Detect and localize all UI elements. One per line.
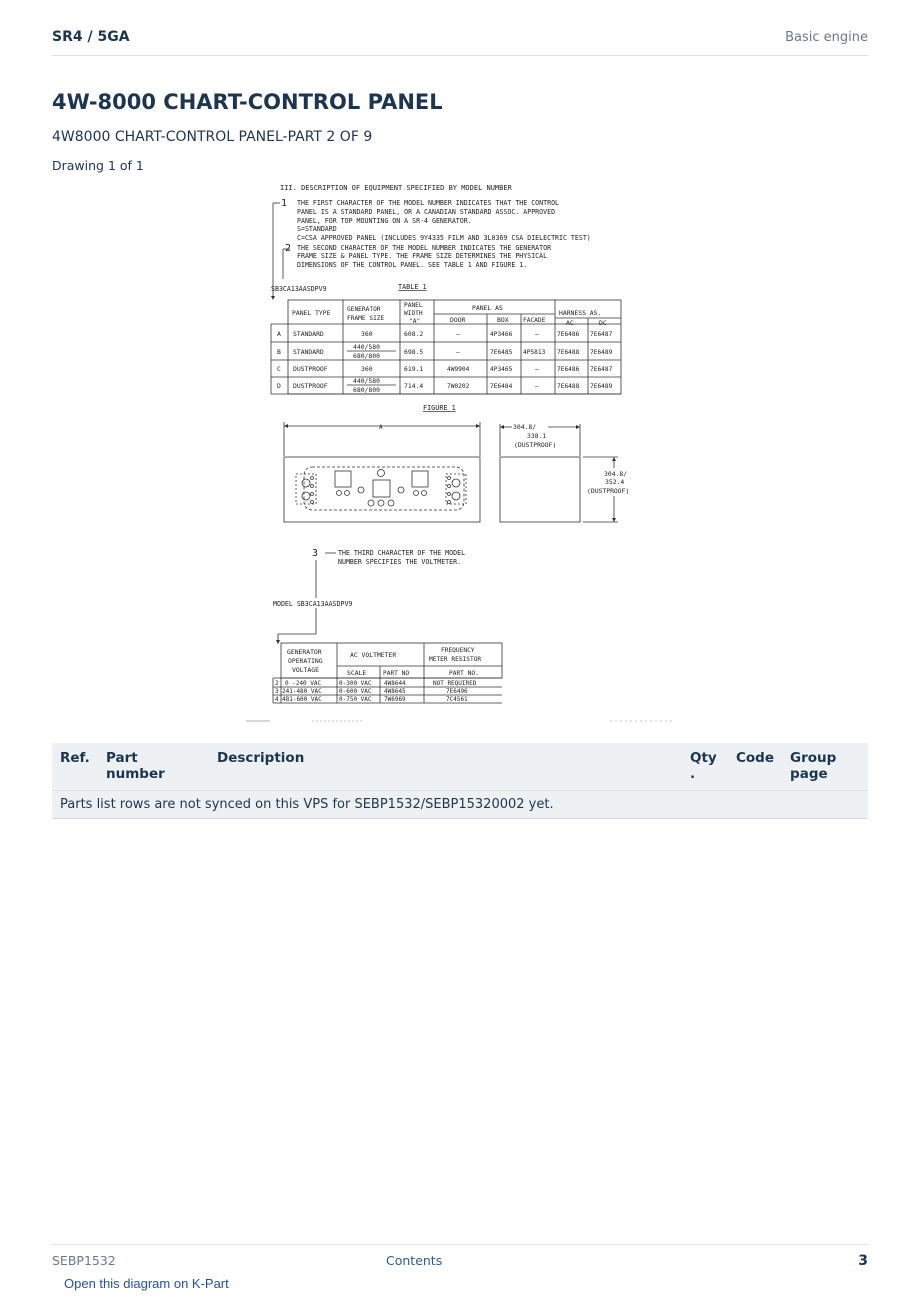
t1-cell: — [535,330,539,338]
doc-number: SEBP1532 [52,1253,116,1268]
t1-cell: 7E6484 [490,383,513,390]
t1-head-gen-frame: FRAME SIZE [347,315,385,322]
t1-head-box: BOX [497,316,509,324]
parts-sync-message: Parts list rows are not synced on this VPS for SEBP1532/SEBP15320002 yet. [52,791,868,819]
t1-cell: 7E6487 [590,331,613,338]
col-group-page: Group page [782,743,868,791]
dim-height-label: (DUSTPROOF) [587,487,630,495]
note1-line: PANEL IS A STANDARD PANEL, OR A CANADIAN STANDARD ASSOC. APPROVED [297,208,556,216]
note1-line: THE FIRST CHARACTER OF THE MODEL NUMBER INDICATES THAT THE CONTROL [297,199,560,207]
t1-cell: — [535,365,539,373]
t1-cell: 698.5 [404,348,424,356]
t1-cell: 4W9904 [447,366,470,373]
drawing-counter: Drawing 1 of 1 [52,158,144,173]
t1-cell: 7W0202 [447,383,470,390]
t1-cell: 7E6488 [557,349,580,356]
dim-width-label: 304.8/ [513,423,537,431]
note3-line: THE THIRD CHARACTER OF THE MODEL [338,549,466,557]
table1-row [277,377,613,394]
t1-cell: B [277,348,281,356]
t2-cell: 4W8645 [384,688,406,695]
t1-cell: 440/580 [353,377,380,385]
t2-cell: 4W8644 [384,680,406,687]
t1-cell: C [277,365,281,373]
t1-head-width: WIDTH [404,310,423,317]
t1-cell: 7E6489 [590,349,613,356]
t2-cell: 0-600 VAC [339,688,372,695]
t2-head-freq: METER RESISTOR [429,656,482,663]
dim-width-label: 338.1 [527,432,547,440]
table2-row [275,680,477,687]
parts-message-row [52,791,868,819]
t1-cell: 440/580 [353,343,380,351]
t1-cell: 360 [361,365,373,373]
parts-header-row [52,743,868,791]
t1-head-facade: FACADE [523,317,546,324]
page-title: 4W-8000 CHART-CONTROL PANEL [52,90,443,114]
t1-cell: 619.1 [404,365,424,373]
t1-cell: 7E6488 [557,383,580,390]
drawing-svg [240,178,680,726]
table1-title: TABLE 1 [398,283,427,291]
drawing-section-heading: III. DESCRIPTION OF EQUIPMENT SPECIFIED BY MODEL NUMBER [280,184,512,192]
t1-head-gen-frame: GENERATOR [347,306,381,313]
model-code: SB3CA13AASDPV9 [271,285,327,293]
t2-head-part2: PART NO. [449,670,479,677]
parts-list-table [52,743,868,819]
t1-cell: 7E6489 [590,383,613,390]
t1-cell: STANDARD [293,348,324,356]
col-code: Code [728,743,782,791]
note1-line: C=CSA APPROVED PANEL (INCLUDES 9Y4335 FILM AND 3L0369 CSA DIELECTRIC TEST) [297,234,591,242]
t1-cell: D [277,382,281,390]
t1-cell: — [456,348,460,356]
t1-cell: A [277,330,281,338]
note3-number: 3 [312,548,319,559]
t1-head-ac: AC [566,319,574,327]
page-header [52,28,868,56]
note2-number: 2 [285,243,292,254]
t1-cell: 360 [361,330,373,338]
t1-cell: 4P5813 [523,349,546,356]
t2-head-part: PART NO [383,670,410,677]
note2-line: THE SECOND CHARACTER OF THE MODEL NUMBER INDICATES THE GENERATOR [297,244,552,252]
t1-head-dc: DC [599,319,607,327]
t1-cell: 7E6485 [490,349,513,356]
t1-cell: 7E6487 [590,366,613,373]
t2-cell: NOT REQUIRED [433,680,477,687]
t1-cell: DUSTPROOF [293,382,328,390]
note3-line: NUMBER SPECIFIES THE VOLTMETER. [338,558,462,566]
model-label: SR4 / 5GA [52,29,130,45]
dim-a-label: A [379,424,383,431]
dim-height-label: 304.8/ [604,470,628,478]
t1-cell: 680/800 [353,386,380,394]
table1-row [277,330,613,338]
t1-cell: 4P3465 [490,366,513,373]
t2-cell: 7W6969 [384,696,406,703]
note1-number: 1 [281,198,288,209]
t2-cell: 7C4561 [446,696,468,703]
t2-head-gen: GENERATOR [287,648,322,656]
table2-row [275,696,468,703]
t2-head-gen: OPERATING [288,657,323,665]
t2-cell: 2 [275,680,279,687]
t1-head-width: "A" [409,318,421,325]
dim-width-label: (DUSTPROOF) [514,441,557,449]
t2-cell: 0-300 VAC [339,680,372,687]
t2-cell: 7E6496 [446,688,468,695]
t1-head-panel-as: PANEL AS [472,304,503,312]
t2-head-freq: FREQUENCY [441,647,475,654]
t1-head-door: DOOR [450,316,466,324]
t2-cell: 0-750 VAC [339,696,372,703]
col-ref: Ref. [52,743,98,791]
note1-line: S=STANDARD [297,225,337,233]
t1-cell: 7E6486 [557,331,580,338]
t1-cell: 714.4 [404,382,424,390]
t2-head-scale: SCALE [347,669,367,677]
t1-cell: 4P3466 [490,331,513,338]
t2-head-ac-voltmeter: AC VOLTMETER [350,651,397,659]
t1-cell: 680/800 [353,352,380,360]
t2-cell: 481-600 VAC [282,696,322,703]
section-label: Basic engine [785,30,868,45]
col-part-number: Part number [98,743,209,791]
figure1-title: FIGURE 1 [423,404,456,412]
technical-drawing [240,178,680,726]
col-description: Description [209,743,682,791]
page-subtitle: 4W8000 CHART-CONTROL PANEL-PART 2 OF 9 [52,129,373,145]
t1-cell: 7E6486 [557,366,580,373]
page-footer [52,1244,868,1274]
table1-row [277,365,613,373]
t2-cell: 241-480 VAC [282,688,322,695]
note2-line: FRAME SIZE & PANEL TYPE. THE FRAME SIZE DETERMINES THE PHYSICAL [297,252,548,260]
t1-cell: DUSTPROOF [293,365,328,373]
t2-cell: 3 [275,688,279,695]
t1-head-panel-type: PANEL TYPE [292,309,331,317]
note2-line: DIMENSIONS OF THE CONTROL PANEL. SEE TABLE 1 AND FIGURE 1. [297,261,528,269]
t1-cell: — [535,382,539,390]
t2-head-gen: VOLTAGE [292,666,319,674]
t2-cell: 4 [275,696,279,703]
dim-height-label: 352.4 [605,478,625,486]
t2-cell: 0 -240 VAC [285,680,322,687]
note1-line: PANEL, FOR TOP MOUNTING ON A SR-4 GENERATOR. [297,217,472,225]
model-label: MODEL SB3CA13AASDPV9 [273,600,353,608]
table2-row [275,688,468,695]
table1-row [277,343,613,360]
page-number: 3 [858,1253,868,1269]
t1-head-harness: HARNESS AS. [559,309,602,317]
col-qty: Qty . [682,743,728,791]
t1-cell: STANDARD [293,330,324,338]
t1-cell: — [456,330,460,338]
contents-link[interactable]: Contents [386,1253,443,1268]
kpart-link[interactable]: Open this diagram on K-Part [64,1276,229,1291]
t1-head-width: PANEL [404,302,423,309]
t1-cell: 608.2 [404,330,424,338]
